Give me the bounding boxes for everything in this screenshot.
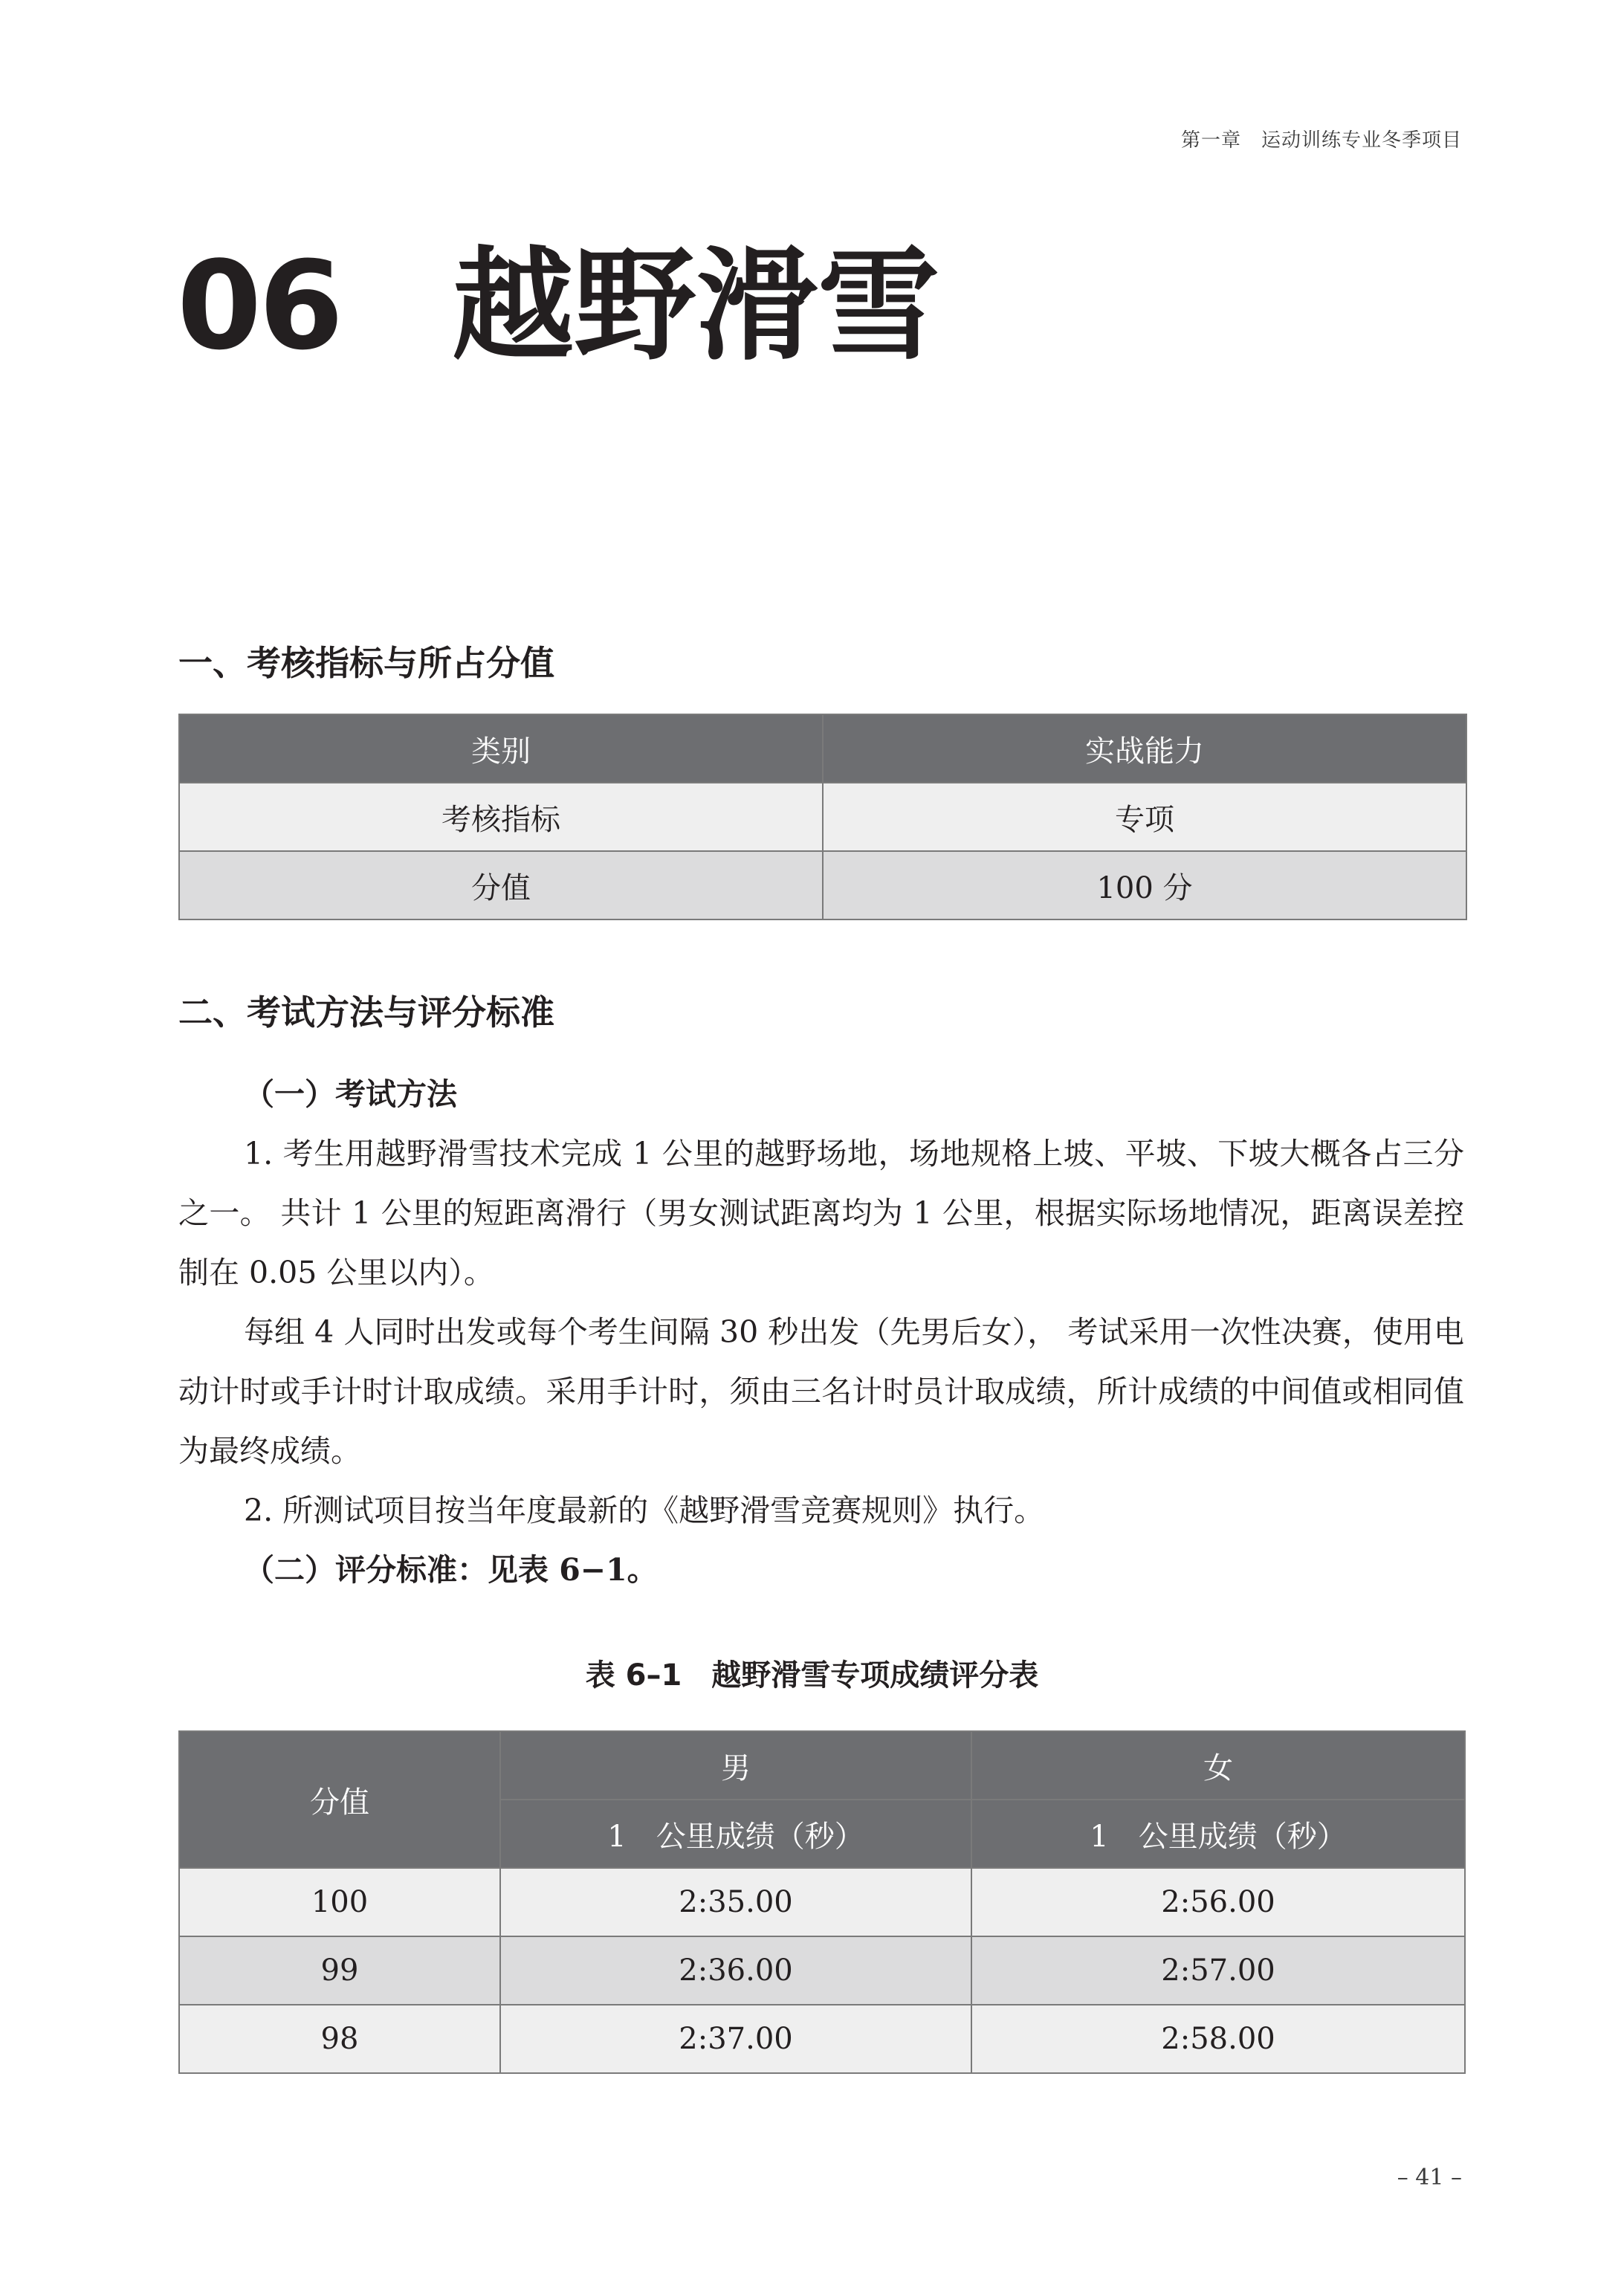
chapter-title [177,235,940,377]
paragraph-2: 每组 4 人同时出发或每个考生间隔 30 秒出发（先男后女）， 考试采用一次性决赛，使用电动计时或手计时计取成绩。采用手计时，须由三名计时员计取成绩，所计成绩的中间值或相同值为最终成绩。 [178,1314,1464,1469]
method-body [178,1064,1464,1600]
header-score: 分值 [179,1731,500,1868]
male-time-cell: 2:37.00 [500,2005,971,2073]
table-row [179,851,1466,919]
section-heading-indicators: 一、考核指标与所占分值 [178,643,554,683]
subheading-exam-method: （一）考试方法 [244,1076,457,1112]
table-cell: 专项 [823,783,1466,851]
female-time-cell: 2:56.00 [971,1868,1465,1936]
male-time-cell: 2:36.00 [500,1936,971,2005]
page-number: – 41 – [1397,2165,1462,2191]
chapter-name: 越野滑雪 [452,235,940,377]
subheader-female-time: 1 公里成绩（秒） [971,1800,1465,1868]
female-time-cell: 2:58.00 [971,2005,1465,2073]
table-header-row [179,1731,1465,1800]
table-row [179,1936,1465,2005]
table-header-row [179,714,1466,783]
subheading-scoring: （二）评分标准：见表 6−1。 [244,1552,658,1588]
score-cell: 98 [179,2005,500,2073]
subheader-male-time: 1 公里成绩（秒） [500,1800,971,1868]
running-header: 第一章 运动训练专业冬季项目 [1180,129,1462,152]
table-cell: 分值 [179,851,823,919]
header-male: 男 [500,1731,971,1800]
section-heading-method: 二、考试方法与评分标准 [178,992,554,1032]
paragraph-3: 2. 所测试项目按当年度最新的《越野滑雪竞赛规则》执行。 [244,1493,1045,1528]
indicators-table [178,714,1467,920]
table-caption: 表 6–1 越野滑雪专项成绩评分表 [585,1658,1039,1693]
header-category: 类别 [179,714,823,783]
paragraph-1: 1. 考生用越野滑雪技术完成 1 公里的越野场地，场地规格上坡、平坡、下坡大概各占三分之一。 共计 1 公里的短距离滑行（男女测试距离均为 1 公里，根据实际场地情况，距离误差控制在 0.05 公里以内）。 [178,1136,1464,1290]
table-row [179,2005,1465,2073]
table-row [179,783,1466,851]
header-female: 女 [971,1731,1465,1800]
score-cell: 99 [179,1936,500,2005]
male-time-cell: 2:35.00 [500,1868,971,1936]
table-row [179,1868,1465,1936]
header-ability: 实战能力 [823,714,1466,783]
table-cell: 100 分 [823,851,1466,919]
scoring-table [178,1730,1466,2074]
chapter-number: 06 [177,235,341,377]
female-time-cell: 2:57.00 [971,1936,1465,2005]
score-cell: 100 [179,1868,500,1936]
table-cell: 考核指标 [179,783,823,851]
